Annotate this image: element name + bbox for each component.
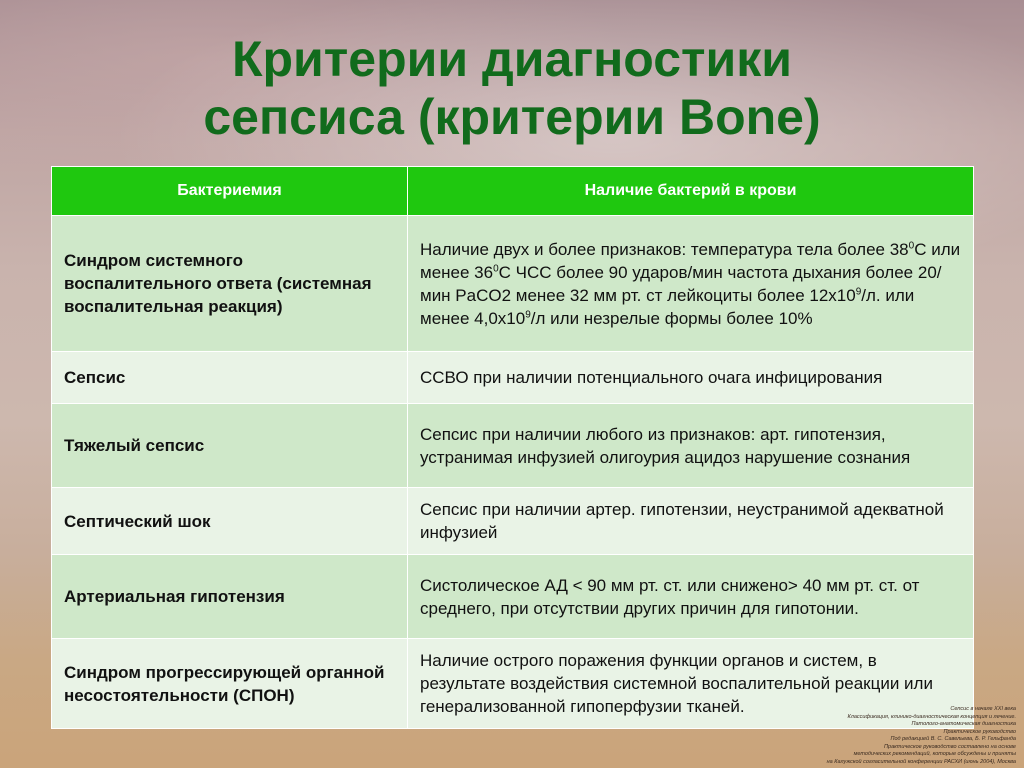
row-term: Артериальная гипотензия <box>52 555 408 639</box>
row-term: Тяжелый сепсис <box>52 404 408 488</box>
row-definition: Систолическое АД < 90 мм рт. ст. или снижено> 40 мм рт. ст. от среднего, при отсутствии других причин для гипотонии. <box>408 555 974 639</box>
header-cell-definition: Наличие бактерий в крови <box>408 167 974 216</box>
footnote-line: методических рекомендаций, которые обсуждены и приняты <box>853 751 1016 757</box>
row-term: Септический шок <box>52 488 408 555</box>
footnote-line: Под редакцией В. С. Савельева, Б. Р. Гельфанда <box>890 736 1016 742</box>
table-row <box>52 216 974 352</box>
row-term: Синдром прогрессирующей органной несостоятельности (СПОН) <box>52 639 408 729</box>
header-cell-term: Бактериемия <box>52 167 408 216</box>
row-term: Синдром системного воспалительного ответа (системная воспалительная реакция) <box>52 216 408 352</box>
footnote-line: Сепсис в начале XXI века <box>950 706 1016 712</box>
table-row <box>52 555 974 639</box>
table-row <box>52 352 974 404</box>
footnote-line: Патолого-анатомическая диагностика <box>911 721 1016 727</box>
row-definition: ССВО при наличии потенциального очага инфицирования <box>408 352 974 404</box>
row-term: Сепсис <box>52 352 408 404</box>
table-row <box>52 488 974 555</box>
slide-title <box>0 30 1024 146</box>
footnote-line: на Калужской согласительной конференции РАСХИ (июнь 2004), Москва <box>826 758 1016 765</box>
table-header-row <box>52 167 974 216</box>
title-line-2: сепсиса (критерии Bone) <box>203 89 821 145</box>
row-definition: Сепсис при наличии любого из признаков: арт. гипотензия, устранимая инфузией олигоурия ацидоз нарушение сознания <box>408 404 974 488</box>
row-definition: Наличие двух и более признаков: температура тела более $38^0С$ или менее $36^0С$ ЧСС более 90 ударов/мин частота дыхания более 20/мин PaCO2 менее 32 мм рт. ст лейкоциты более $12х10^9/л$. или менее $4,0х10^9/л$ или незрелые формы более 10% <box>408 216 974 352</box>
criteria-table <box>51 166 974 729</box>
source-footnote <box>716 706 1016 766</box>
row-definition: Наличие острого поражения функции органов и систем, в результате воздействия системной воспалительной реакции или генерализованной гипоперфузии тканей. <box>408 639 974 729</box>
title-line-1: Критерии диагностики <box>232 31 792 87</box>
footnote-line: Практическое руководство <box>943 728 1016 735</box>
footnote-line: Классификация, клинико-диагностическая концепция и лечение. <box>847 713 1016 720</box>
row-definition: Сепсис при наличии артер. гипотензии, неустранимой адекватной инфузией <box>408 488 974 555</box>
table-row <box>52 404 974 488</box>
footnote-line: Практическое руководство составлено на основе <box>884 743 1016 750</box>
